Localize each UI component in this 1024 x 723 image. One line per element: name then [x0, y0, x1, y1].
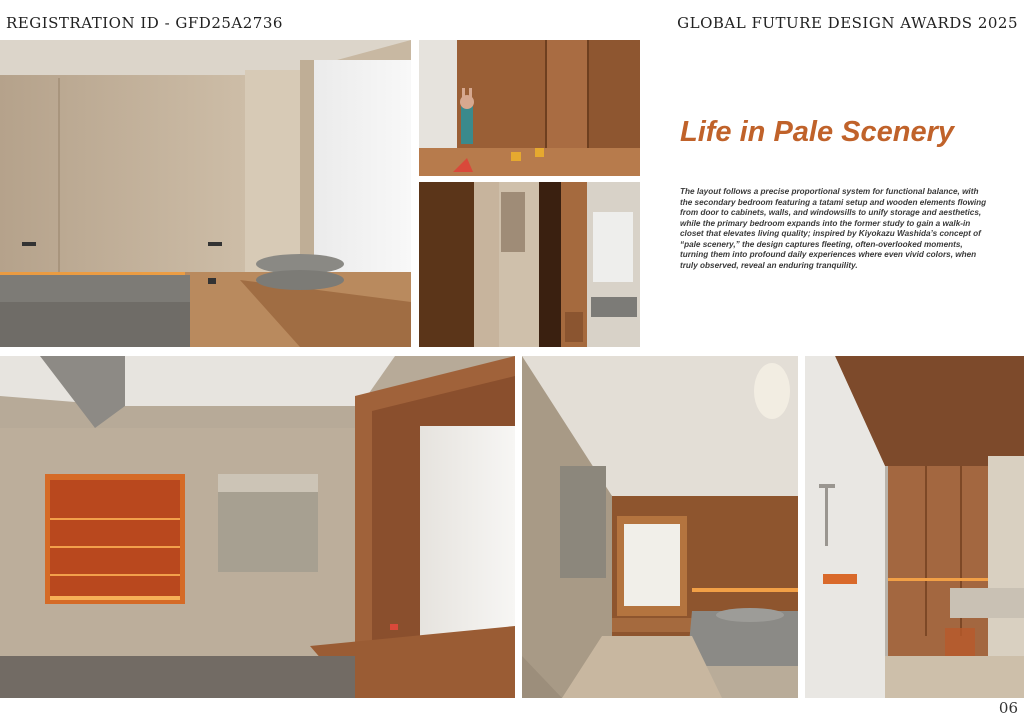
design-description: The layout follows a precise proportional system for functional balance, with the secondary bedroom featuring a tatami setup and wooden elements flowing from door to cabinets, walls, and windowsills to unify storage and aesthetics, while the primary bedroom expands into the former study to gain a walk-in closet that elevates living quality; inspired by Kiyokazu Washida’s concept of “pale scenery,” the design captures fleeting, often-overlooked moments, turning them into profound daily experiences where even vivid colors, when truly observed, reveal an enduring tranquility.	[680, 187, 987, 270]
registration-id: REGISTRATION ID - GFD25A2736	[6, 14, 283, 32]
toy-corner-photo	[419, 40, 640, 176]
bathroom-photo	[805, 356, 1024, 698]
bedroom-photo	[0, 40, 411, 347]
bedroom-view-photo	[522, 356, 798, 698]
corridor-photo	[419, 182, 640, 347]
living-room-photo	[0, 356, 515, 698]
award-title: GLOBAL FUTURE DESIGN AWARDS 2025	[677, 14, 1018, 32]
page-number: 06	[998, 699, 1018, 717]
page-title: Life in Pale Scenery	[680, 116, 955, 148]
